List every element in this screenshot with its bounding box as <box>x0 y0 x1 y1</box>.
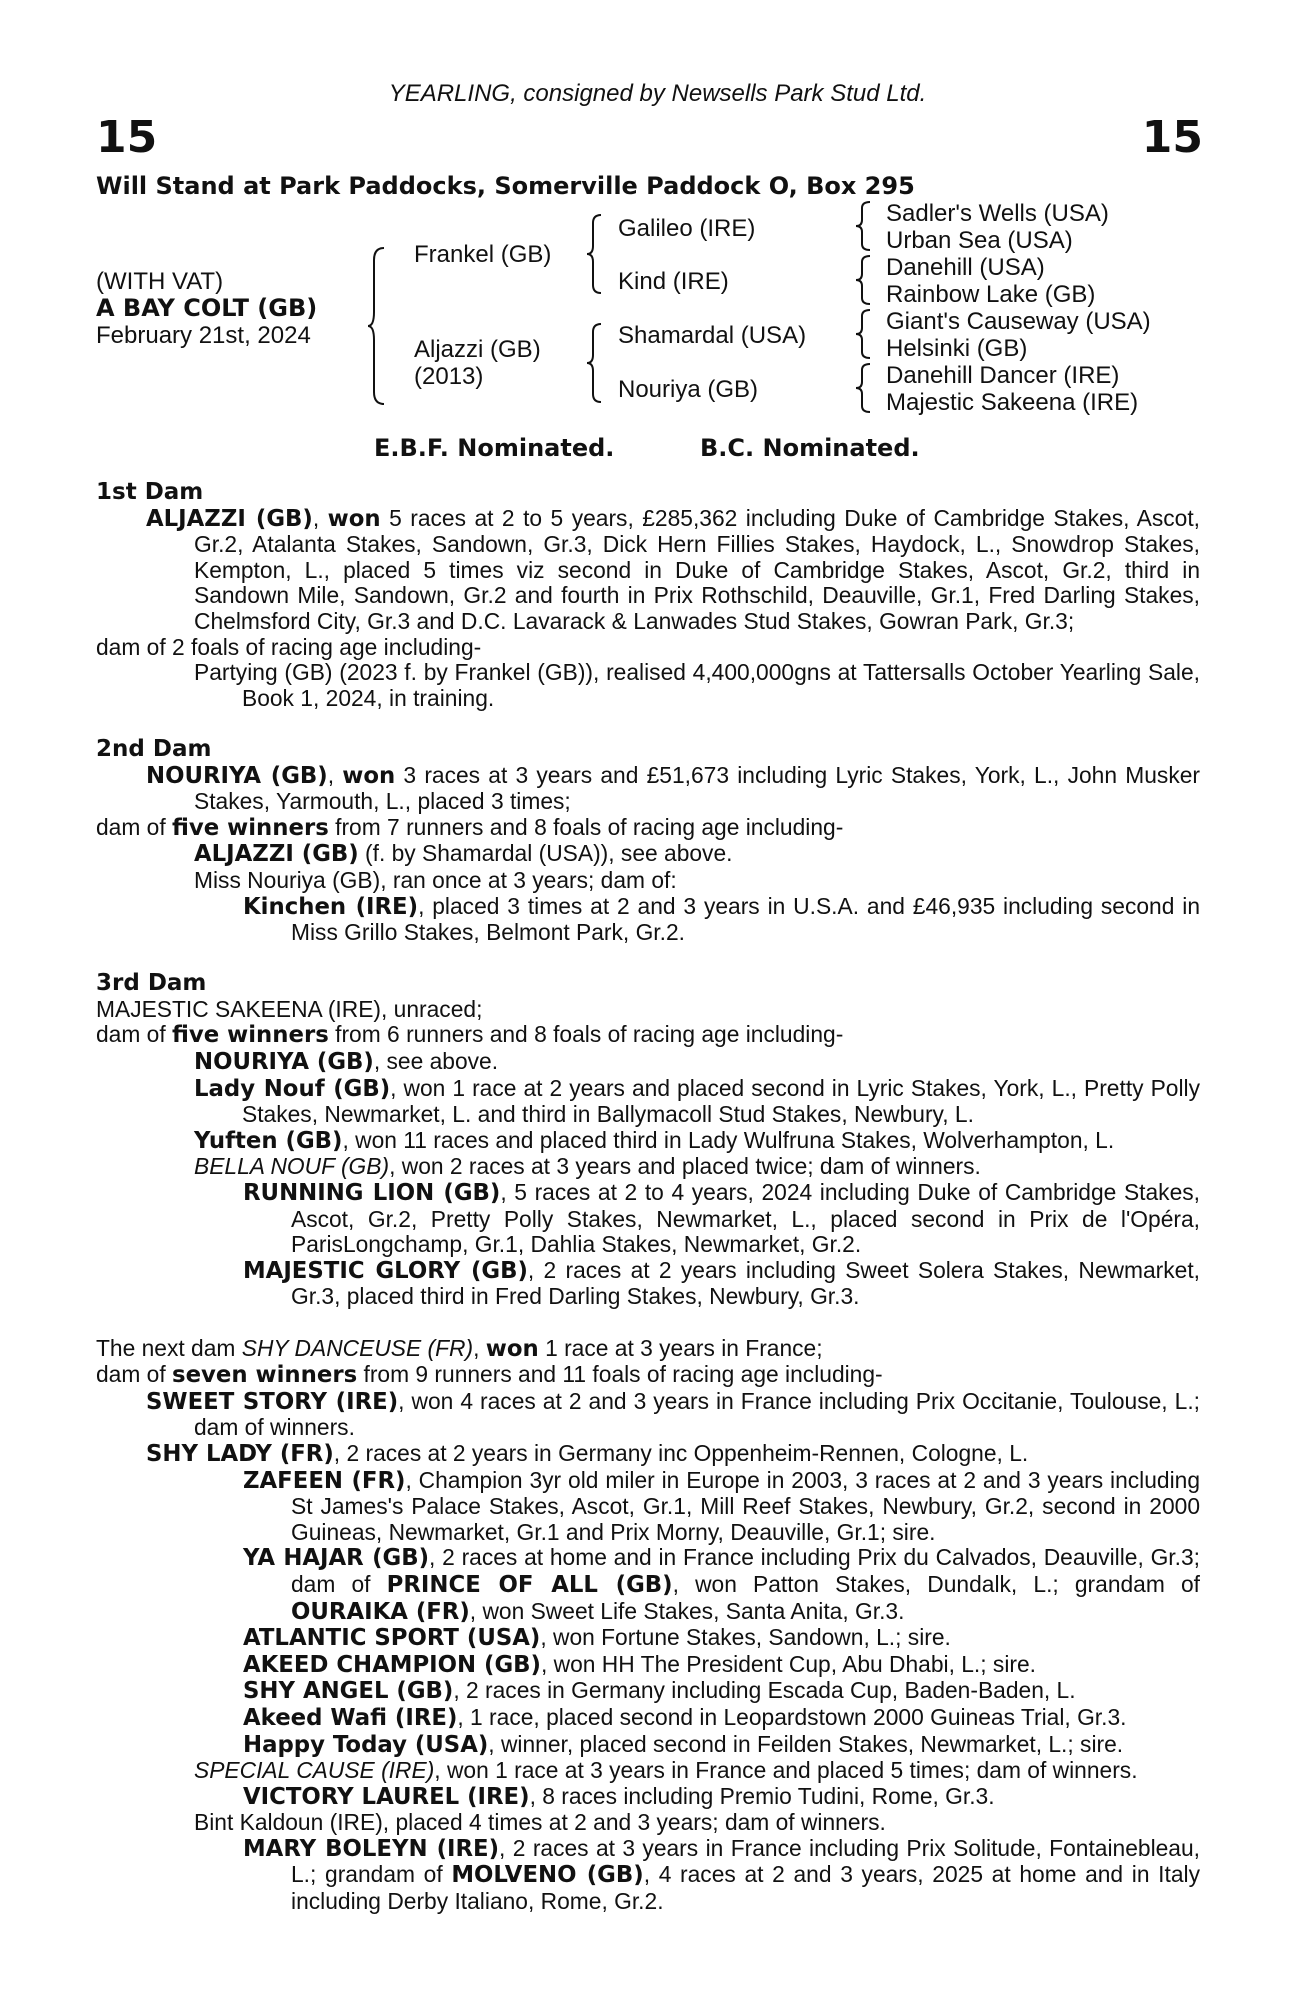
pedigree-gen3-7: Danehill Dancer (IRE) <box>886 362 1120 389</box>
horse-name: Happy Today (USA) <box>243 1731 489 1758</box>
dam-name: ALJAZZI (GB) <box>146 505 313 532</box>
pedigree-sire: Frankel (GB) <box>414 241 552 268</box>
first-dam-heading: 1st Dam <box>96 479 204 505</box>
pedigree-dam-dam: Nouriya (GB) <box>618 376 759 403</box>
produce-akeed-wafi <box>96 1705 1200 1732</box>
horse-name: RUNNING LION (GB) <box>243 1180 501 1207</box>
text: from 6 runners and 8 foals of racing age including- <box>328 1021 844 1048</box>
horse-name: ALJAZZI (GB) <box>194 841 359 868</box>
won-label: won <box>327 505 381 532</box>
text: dam of <box>96 813 173 840</box>
third-dam-heading: 3rd Dam <box>96 970 207 997</box>
winners-count: five winners <box>172 814 329 841</box>
produce-nouriya <box>96 1049 1200 1076</box>
won-label: won <box>485 1335 539 1362</box>
text: , 2 races at 2 years in Germany inc Oppenheim-Rennen, Cologne, L. <box>333 1439 1029 1466</box>
horse-name: MARY BOLEYN (IRE) <box>243 1835 500 1862</box>
horse-name: Kinchen (IRE) <box>243 893 419 920</box>
pedigree-gen3-4: Rainbow Lake (GB) <box>886 281 1096 308</box>
pedigree-gen3-8: Majestic Sakeena (IRE) <box>886 389 1139 416</box>
text: , 5 races at 2 to 4 years, 2024 including Duke of Cambridge Stakes, Ascot, Gr.2, Pretty Polly Stakes, Newmarket, L., placed second in Prix de l'Opéra, ParisLongchamp, Gr.1, Dahlia Stakes, Newmarket, Gr.2. <box>291 1179 1200 1258</box>
ebf-nomination: E.B.F. Nominated. <box>374 434 615 462</box>
produce-shy-angel <box>96 1678 1200 1705</box>
second-dam-produce-summary <box>96 815 1200 842</box>
text: (f. by Shamardal (USA)), see above. <box>358 840 733 867</box>
pedigree-gen3-2: Urban Sea (USA) <box>886 227 1073 254</box>
horse-name: Yuften (GB) <box>194 1127 343 1154</box>
first-dam-produce-partying: Partying (GB) (2023 f. by Frankel (GB)), realised 4,400,000gns at Tattersalls October Yearling Sale, Book 1, 2024, in training. <box>194 659 1200 711</box>
horse-name: SPECIAL CAUSE (IRE) <box>194 1757 435 1784</box>
horse-name: SHY ANGEL (GB) <box>243 1678 454 1705</box>
pedigree-dam-sire: Shamardal (USA) <box>618 322 807 349</box>
horse-name: NOURIYA (GB) <box>194 1049 374 1076</box>
produce-sweet-story <box>96 1389 1200 1441</box>
produce-aljazzi <box>96 841 1200 868</box>
pedigree-gen3-1: Sadler's Wells (USA) <box>886 200 1109 227</box>
pedigree-brace-g4 <box>854 362 874 414</box>
text: , won 1 race at 3 years in France and placed 5 times; dam of winners. <box>434 1757 1138 1784</box>
pedigree-brace-g3 <box>854 308 874 360</box>
produce-lady-nouf <box>96 1076 1200 1128</box>
horse-name: SHY LADY (FR) <box>146 1440 334 1467</box>
text: , 2 races in Germany including Escada Cup, Baden-Baden, L. <box>453 1677 1076 1704</box>
catalogue-body <box>96 480 1200 1915</box>
third-dam-produce-summary <box>96 1022 1200 1049</box>
horse-name: ZAFEEN (FR) <box>243 1467 406 1494</box>
produce-kinchen <box>96 894 1200 946</box>
horse-name: MOLVENO (GB) <box>451 1862 644 1889</box>
lot-number-left: 15 <box>96 112 158 163</box>
horse-name: Akeed Wafi (IRE) <box>243 1704 458 1731</box>
pedigree-gen3-6: Helsinki (GB) <box>886 335 1028 362</box>
text: , won Sweet Life Stakes, Santa Anita, Gr.3. <box>469 1597 905 1624</box>
text: , 8 races including Premio Tudini, Rome, Gr.3. <box>529 1782 995 1809</box>
lot-number-right: 15 <box>1141 112 1203 163</box>
text: The next dam <box>96 1334 242 1361</box>
text: , 2 races at home and in France including Prix du Calvados, Deauville, Gr.3; dam of <box>291 1544 1200 1597</box>
horse-name: AKEED CHAMPION (GB) <box>243 1651 541 1678</box>
text: , won 1 race at 2 years and placed second in Lyric Stakes, York, L., Pretty Polly Stakes, Newmarket, L. and third in Ballymacoll Stud Stakes, Newbury, L. <box>242 1074 1200 1128</box>
text: , won 11 races and placed third in Lady Wulfruna Stakes, Wolverhampton, L. <box>342 1126 1115 1153</box>
pedigree-brace-main <box>366 246 388 406</box>
sale-consignment-line: YEARLING, consigned by Newsells Park Stud Ltd. <box>388 80 927 107</box>
text: , Champion 3yr old miler in Europe in 2003, 3 races at 2 and 3 years including St James's Palace Stakes, Ascot, Gr.1, Mill Reef Stakes, Newbury, Gr.2, second in 2000 Guineas, Newmarket, Gr.1 and Prix Morny, Deauville, Gr.1; sire. <box>291 1466 1201 1545</box>
horse-name: SWEET STORY (IRE) <box>146 1388 399 1415</box>
pedigree-brace-sire <box>585 213 605 295</box>
produce-victory-laurel <box>96 1784 1200 1811</box>
next-dam-record <box>96 1336 1200 1363</box>
produce-mary-boleyn <box>96 1836 1200 1915</box>
produce-running-lion <box>96 1180 1200 1258</box>
horse-name: YA HAJAR (GB) <box>243 1545 430 1572</box>
first-dam-foals: dam of 2 foals of racing age including- <box>96 633 482 660</box>
horse-name: PRINCE OF ALL (GB) <box>386 1571 673 1598</box>
won-label: won <box>342 762 396 789</box>
text: , won Fortune Stakes, Sandown, L.; sire. <box>540 1624 951 1651</box>
bc-nomination: B.C. Nominated. <box>700 434 920 462</box>
pedigree-dam: Aljazzi (GB) <box>414 336 541 363</box>
text: , 4 races at 2 and 3 years, 2025 at home and in Italy including Derby Italiano, Rome, Gr.2. <box>291 1861 1200 1915</box>
produce-akeed-champion <box>96 1652 1200 1679</box>
text: , see above. <box>373 1048 499 1075</box>
produce-special-cause <box>96 1758 1200 1784</box>
pedigree-brace-g1 <box>854 200 874 252</box>
text: , won 4 races at 2 and 3 years in France including Prix Occitanie, Toulouse, L.; dam of winners. <box>194 1387 1200 1441</box>
pedigree-sire-dam: Kind (IRE) <box>618 268 729 295</box>
produce-happy-today <box>96 1732 1200 1759</box>
next-dam-produce-summary <box>96 1362 1200 1389</box>
horse-name: Lady Nouf (GB) <box>194 1075 391 1102</box>
separator: , <box>312 504 328 531</box>
pedigree-gen3-5: Giant's Causeway (USA) <box>886 308 1151 335</box>
horse-name: VICTORY LAUREL (IRE) <box>243 1783 530 1810</box>
horse-name: ATLANTIC SPORT (USA) <box>243 1625 541 1652</box>
produce-bint-kaldoun: Bint Kaldoun (IRE), placed 4 times at 2 and 3 years; dam of winners. <box>194 1809 886 1836</box>
produce-yuften <box>96 1128 1200 1155</box>
horse-name: MAJESTIC GLORY (GB) <box>243 1257 528 1284</box>
race-record-text: 5 races at 2 to 5 years, £285,362 including Duke of Cambridge Stakes, Ascot, Gr.2, Atalanta Stakes, Sandown, Gr.3, Dick Hern Fillies Stakes, Haydock, L., Snowdrop Stakes, Kempton, L., placed 5 times viz second in Duke of Cambridge Stakes, Ascot, Gr.2, third in Sandown Mile, Sandown, Gr.2 and fourth in Prix Rothschild, Deauville, Gr.1, Fred Darling Stakes, Chelmsford City, Gr.3 and D.C. Lavarack & Lanwades Stud Stakes, Gowran Park, Gr.3; <box>194 504 1200 634</box>
text: from 7 runners and 8 foals of racing age including- <box>328 813 844 840</box>
text: , placed 3 times at 2 and 3 years in U.S.A. and £46,935 including second in Miss Grillo Stakes, Belmont Park, Gr.2. <box>291 892 1200 946</box>
foaling-date: February 21st, 2024 <box>96 322 311 349</box>
pedigree-gen3-3: Danehill (USA) <box>886 254 1045 281</box>
text: from 9 runners and 11 foals of racing age including- <box>357 1361 883 1388</box>
second-dam-record <box>96 763 1200 815</box>
third-dam-record: MAJESTIC SAKEENA (IRE), unraced; <box>96 995 483 1022</box>
horse-name: SHY DANCEUSE (FR) <box>241 1334 474 1361</box>
race-record-text: 3 races at 3 years and £51,673 including Lyric Stakes, York, L., John Musker Stakes, Yarmouth, L., placed 3 times; <box>194 761 1200 815</box>
produce-ya-hajar <box>96 1545 1200 1625</box>
winners-count: five winners <box>172 1022 329 1049</box>
text: , won Patton Stakes, Dundalk, L.; grandam of <box>672 1570 1201 1597</box>
pedigree-dam-year: (2013) <box>414 363 484 390</box>
dam-name: NOURIYA (GB) <box>146 762 328 789</box>
produce-shy-lady <box>96 1441 1200 1468</box>
first-dam-record <box>96 506 1200 635</box>
text: , 2 races at 3 years in France including Prix Solitude, Fontainebleau, L.; grandam of <box>291 1834 1201 1888</box>
pedigree-brace-dam <box>585 322 605 404</box>
produce-bella-nouf <box>96 1154 1200 1180</box>
horse-name: A BAY COLT (GB) <box>96 294 318 322</box>
text: , won HH The President Cup, Abu Dhabi, L.; sire. <box>540 1650 1036 1677</box>
text: , won 2 races at 3 years and placed twice; dam of winners. <box>389 1153 981 1180</box>
separator: , <box>473 1334 486 1361</box>
text: 1 race at 3 years in France; <box>538 1334 823 1361</box>
horse-name: BELLA NOUF (GB) <box>194 1153 390 1180</box>
produce-zafeen <box>96 1468 1200 1546</box>
produce-atlantic-sport <box>96 1625 1200 1652</box>
text: , 1 race, placed second in Leopardstown 2000 Guineas Trial, Gr.3. <box>457 1703 1127 1730</box>
pedigree-sire-sire: Galileo (IRE) <box>618 215 756 242</box>
text: , 2 races at 2 years including Sweet Solera Stakes, Newmarket, Gr.3, placed third in Fred Darling Stakes, Newbury, Gr.3. <box>291 1256 1200 1310</box>
stand-location: Will Stand at Park Paddocks, Somerville Paddock O, Box 295 <box>96 172 915 200</box>
pedigree-brace-g2 <box>854 254 874 306</box>
horse-name: OURAIKA (FR) <box>291 1598 470 1625</box>
text: dam of <box>96 1021 173 1048</box>
second-dam-heading: 2nd Dam <box>96 735 212 762</box>
winners-count: seven winners <box>172 1362 358 1389</box>
text: dam of <box>96 1361 173 1388</box>
produce-miss-nouriya: Miss Nouriya (GB), ran once at 3 years; dam of: <box>194 866 677 893</box>
produce-majestic-glory <box>96 1258 1200 1310</box>
separator: , <box>327 761 343 788</box>
vat-note: (WITH VAT) <box>96 268 224 295</box>
text: , winner, placed second in Feilden Stakes, Newmarket, L.; sire. <box>488 1730 1124 1757</box>
